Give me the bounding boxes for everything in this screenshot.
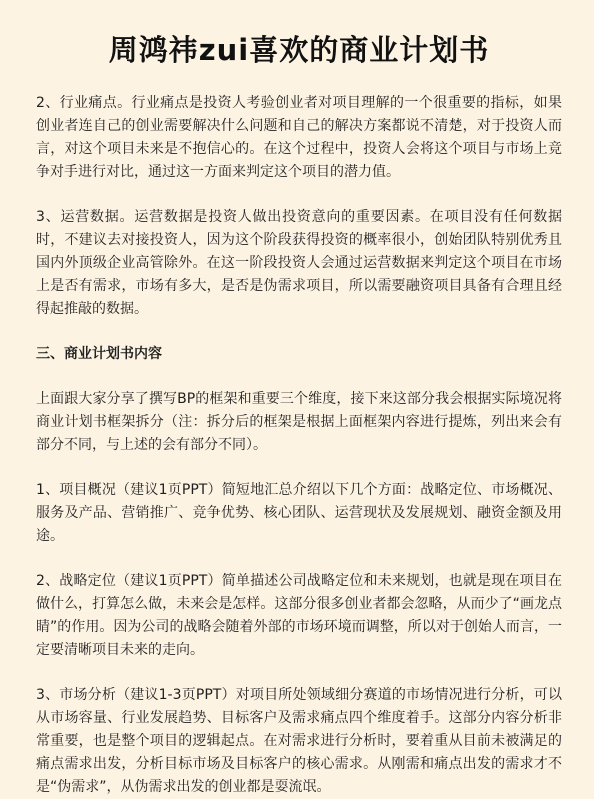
- paragraph-market-analysis: 3、市场分析（建议1-3页PPT）对项目所处领域细分赛道的市场情况进行分析，可以从市场容量、行业发展趋势、目标客户及需求痛点四个维度着手。这部分内容分析非常重要，也是整个项目的逻辑起点。在对需求进行分析时，要着重从目前未被满足的痛点需求出发，分析目标市场及目标客户的核心需求。从刚需和痛点出发的需求才不是“伪需求”，从伪需求出发的创业都是耍流氓。: [36, 687, 562, 795]
- article-title: 周鸿祎zui喜欢的商业计划书: [108, 33, 490, 67]
- paragraph-operating-data: 3、运营数据。运营数据是投资人做出投资意向的重要因素。在项目没有任何数据时，不建议去对接投资人，因为这个阶段获得投资的概率很小，创始团队特别优秀且国内外顶级企业高管除外。在这一阶段投资人会通过运营数据来判定这个项目在市场上是否有需求，市场有多大，是否是伪需求项目，所以需要融资项目具备有合理且经得起推敲的数据。: [36, 209, 562, 317]
- section-heading-bp-content: 三、商业计划书内容: [36, 346, 162, 362]
- paragraph-strategic-positioning: 2、战略定位（建议1页PPT）简单描述公司战略定位和未来规划，也就是现在项目在做什么，打算怎么做，未来会是怎样。这部分很多创业者都会忽略，从而少了“画龙点睛”的作用。因为公司的战略会随着外部的市场环境而调整，所以对于创始人而言，一定要清晰项目未来的走向。: [36, 573, 562, 658]
- paragraph-project-overview: 1、项目概况（建议1页PPT）简短地汇总介绍以下几个方面：战略定位、市场概况、服务及产品、营销推广、竞争优势、核心团队、运营现状及发展规划、融资金额及用途。: [36, 482, 562, 544]
- paragraph-industry-pain-points: 2、行业痛点。行业痛点是投资人考验创业者对项目理解的一个很重要的指标，如果创业者连自己的创业需要解决什么问题和自己的解决方案都说不清楚，对于投资人而言，对这个项目未来是不抱信心的。在这个过程中，投资人会将这个项目与市场上竞争对手进行对比，通过这一方面来判定这个项目的潜力值。: [36, 95, 562, 180]
- paragraph-bp-intro: 上面跟大家分享了撰写BP的框架和重要三个维度，接下来这部分我会根据实际境况将商业计划书框架拆分（注：拆分后的框架是根据上面框架内容进行提炼，列出来会有部分不同，与上述的会有部分不同）。: [36, 391, 562, 453]
